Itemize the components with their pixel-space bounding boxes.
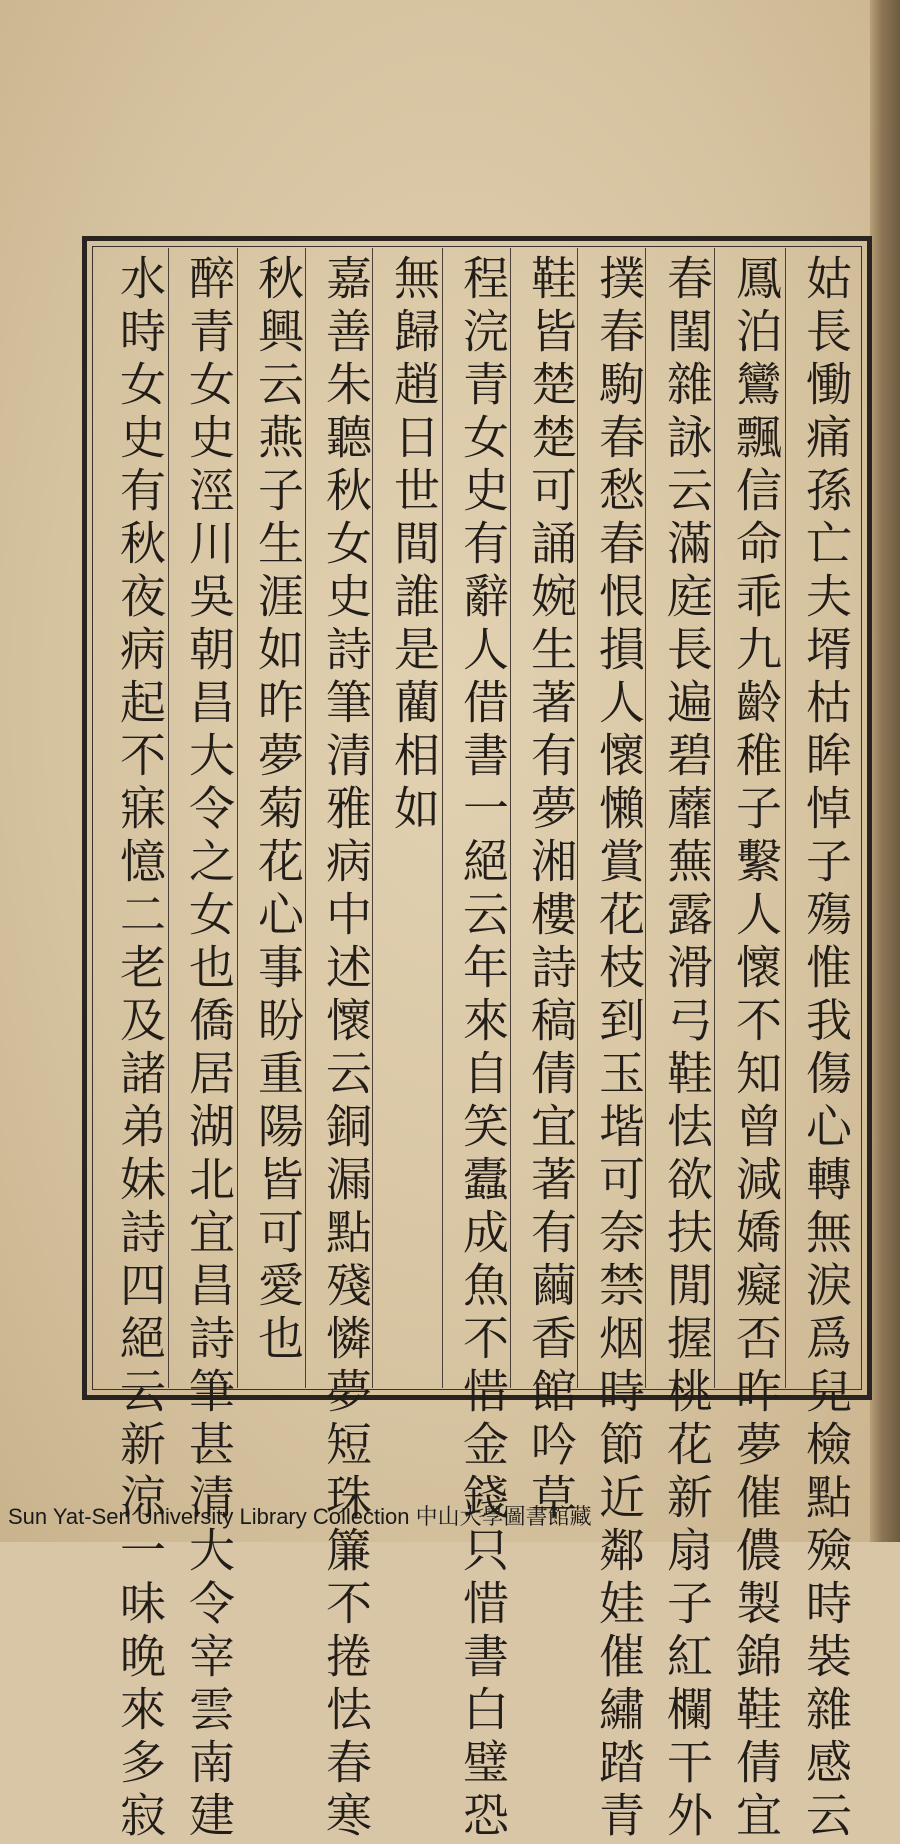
text-column-9: 秋興云燕子生涯如昨夢菊花心事盼重陽皆可愛也: [251, 254, 305, 1367]
text-column-5: 鞋皆楚楚可誦婉生著有夢湘樓詩稿倩宜著有繭香館吟草: [524, 254, 578, 1526]
text-column-3: 春閨雜詠云滿庭長遍碧蘼蕪露滑弓鞋怯欲扶閒握桃花新扇子紅欄干外: [660, 254, 714, 1844]
text-column-4: 撲春駒春愁春恨損人懷懶賞花枝到玉堦可奈禁烟時節近鄰娃催繡踏青: [592, 254, 646, 1844]
text-column-6: 程浣青女史有辭人借書一絕云年來自笑蠹成魚不惜金錢只惜書白璧恐: [456, 254, 510, 1844]
library-credit: Sun Yat-Sen University Library Collection 中山大學圖書館藏: [8, 1504, 592, 1529]
text-column-10: 醉青女史涇川吳朝昌大令之女也僑居湖北宜昌詩筆甚清大令宰雲南建: [182, 254, 236, 1844]
text-column-2: 鳳泊鸞飄信命乖九齡稚子繫人懷不知曾減嬌癡否昨夢催儂製錦鞋倩宜: [729, 254, 783, 1844]
page-edge: [870, 0, 900, 1542]
text-column-7: 無歸趙日世間誰是藺相如: [387, 254, 441, 837]
text-column-11: 水時女史有秋夜病起不寐憶二老及諸弟妹詩四絕云新涼一味晚來多寂: [113, 254, 167, 1844]
text-column-1: 姑長慟痛孫亡夫壻枯眸悼子殤惟我傷心轉無淚爲兒檢點殮時裝雜感云: [799, 254, 853, 1844]
text-column-8: 嘉善朱聽秋女史詩筆清雅病中述懷云銅漏點殘憐夢短珠簾不捲怯春寒: [319, 254, 373, 1844]
